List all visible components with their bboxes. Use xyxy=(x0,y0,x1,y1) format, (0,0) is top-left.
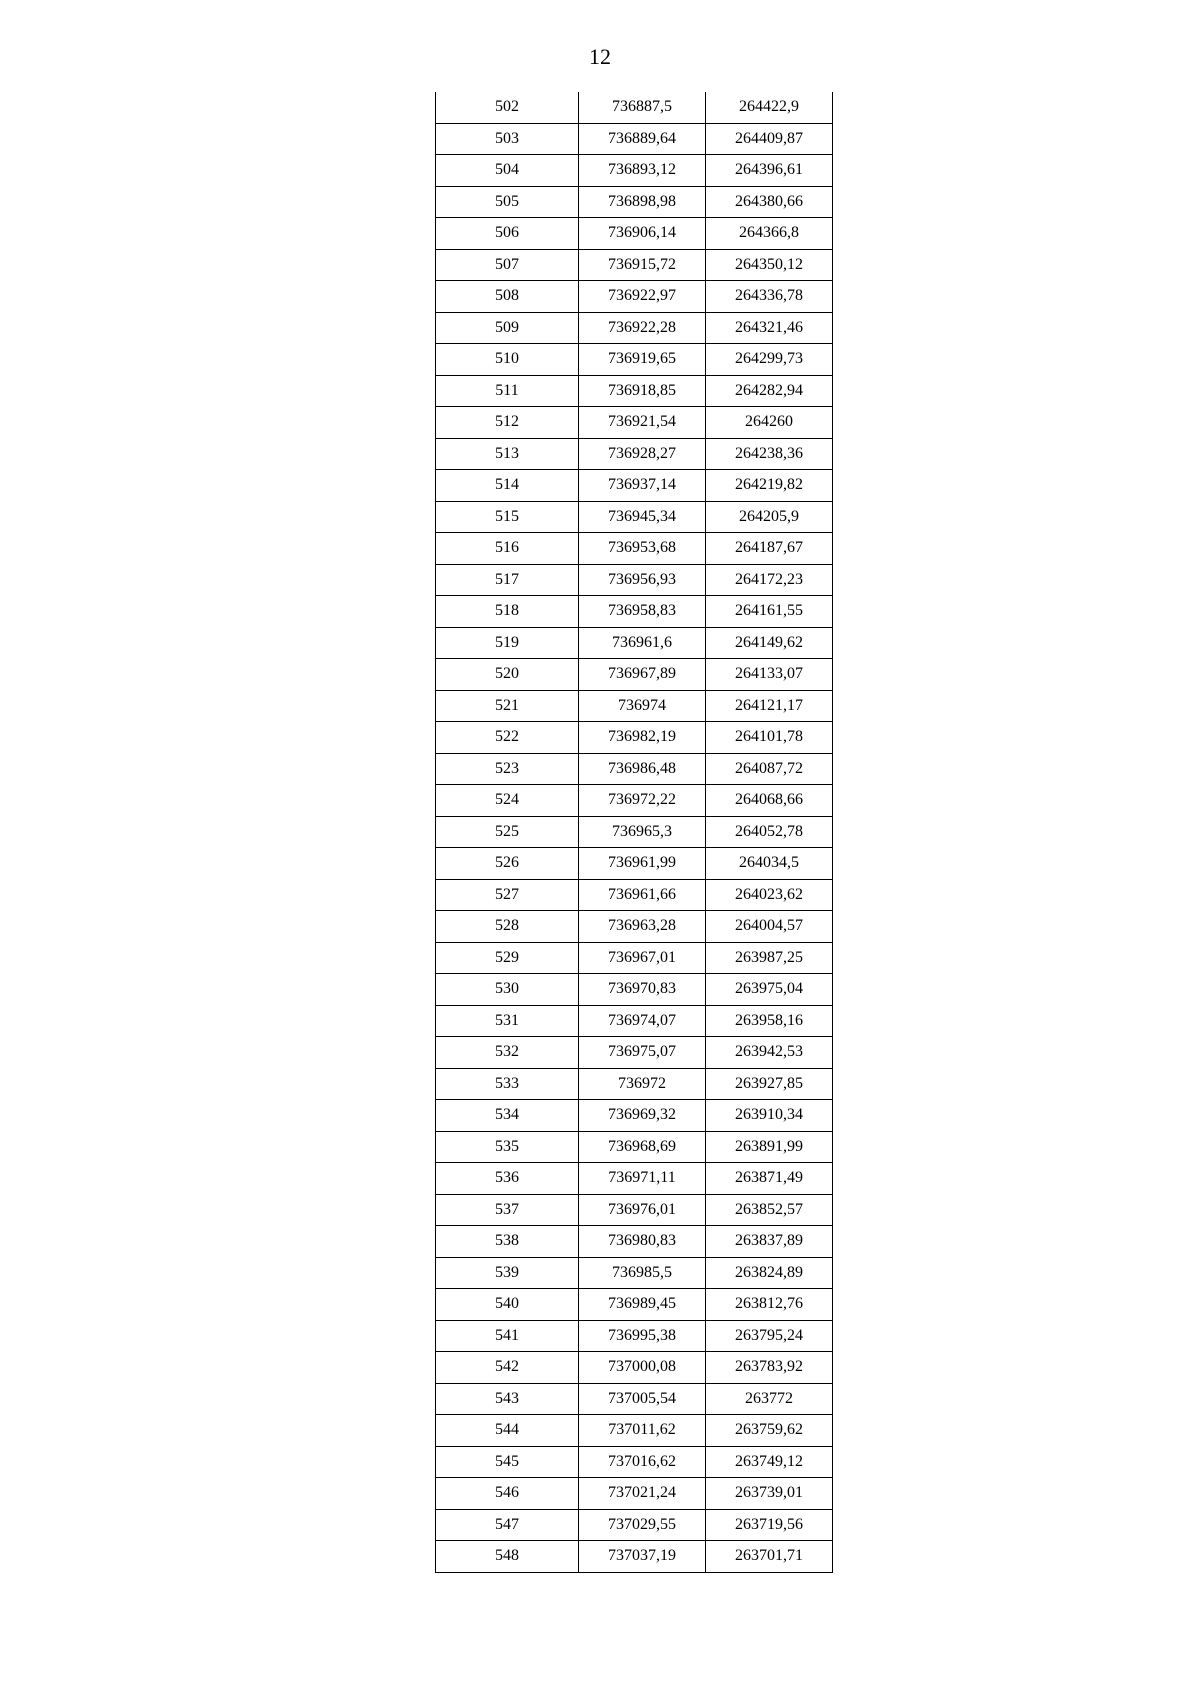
coordinates-table-body xyxy=(436,92,833,1572)
point-number-cell: 532 xyxy=(436,1037,579,1069)
x-coordinate-cell: 736965,3 xyxy=(579,816,706,848)
point-number-cell: 526 xyxy=(436,848,579,880)
table-row xyxy=(436,1509,833,1541)
y-coordinate-cell: 263719,56 xyxy=(706,1509,833,1541)
y-coordinate-cell: 264034,5 xyxy=(706,848,833,880)
table-row xyxy=(436,848,833,880)
point-number-cell: 545 xyxy=(436,1446,579,1478)
y-coordinate-cell: 264396,61 xyxy=(706,155,833,187)
point-number-cell: 534 xyxy=(436,1100,579,1132)
point-number-cell: 535 xyxy=(436,1131,579,1163)
y-coordinate-cell: 263759,62 xyxy=(706,1415,833,1447)
table-row xyxy=(436,344,833,376)
table-row xyxy=(436,722,833,754)
table-row xyxy=(436,1415,833,1447)
table-row xyxy=(436,470,833,502)
x-coordinate-cell: 736906,14 xyxy=(579,218,706,250)
table-row xyxy=(436,627,833,659)
y-coordinate-cell: 264004,57 xyxy=(706,911,833,943)
y-coordinate-cell: 263701,71 xyxy=(706,1541,833,1573)
table-row xyxy=(436,1478,833,1510)
y-coordinate-cell: 264205,9 xyxy=(706,501,833,533)
y-coordinate-cell: 264321,46 xyxy=(706,312,833,344)
table-row xyxy=(436,1446,833,1478)
y-coordinate-cell: 264336,78 xyxy=(706,281,833,313)
table-row xyxy=(436,1068,833,1100)
point-number-cell: 527 xyxy=(436,879,579,911)
point-number-cell: 546 xyxy=(436,1478,579,1510)
table-row xyxy=(436,753,833,785)
x-coordinate-cell: 736974,07 xyxy=(579,1005,706,1037)
point-number-cell: 512 xyxy=(436,407,579,439)
table-row xyxy=(436,974,833,1006)
table-row xyxy=(436,564,833,596)
point-number-cell: 540 xyxy=(436,1289,579,1321)
table-row xyxy=(436,375,833,407)
x-coordinate-cell: 736970,83 xyxy=(579,974,706,1006)
point-number-cell: 544 xyxy=(436,1415,579,1447)
table-row xyxy=(436,659,833,691)
point-number-cell: 518 xyxy=(436,596,579,628)
x-coordinate-cell: 736922,97 xyxy=(579,281,706,313)
x-coordinate-cell: 737016,62 xyxy=(579,1446,706,1478)
point-number-cell: 502 xyxy=(436,92,579,123)
x-coordinate-cell: 737021,24 xyxy=(579,1478,706,1510)
table-row xyxy=(436,1257,833,1289)
x-coordinate-cell: 736937,14 xyxy=(579,470,706,502)
point-number-cell: 539 xyxy=(436,1257,579,1289)
y-coordinate-cell: 263927,85 xyxy=(706,1068,833,1100)
x-coordinate-cell: 736995,38 xyxy=(579,1320,706,1352)
y-coordinate-cell: 263987,25 xyxy=(706,942,833,974)
point-number-cell: 517 xyxy=(436,564,579,596)
table-row xyxy=(436,1037,833,1069)
x-coordinate-cell: 736986,48 xyxy=(579,753,706,785)
table-row xyxy=(436,407,833,439)
point-number-cell: 507 xyxy=(436,249,579,281)
table-row xyxy=(436,438,833,470)
y-coordinate-cell: 264366,8 xyxy=(706,218,833,250)
y-coordinate-cell: 264068,66 xyxy=(706,785,833,817)
table-row xyxy=(436,942,833,974)
point-number-cell: 511 xyxy=(436,375,579,407)
table-row xyxy=(436,155,833,187)
x-coordinate-cell: 736919,65 xyxy=(579,344,706,376)
y-coordinate-cell: 264299,73 xyxy=(706,344,833,376)
y-coordinate-cell: 264187,67 xyxy=(706,533,833,565)
y-coordinate-cell: 264121,17 xyxy=(706,690,833,722)
table-row xyxy=(436,1383,833,1415)
table-row xyxy=(436,123,833,155)
point-number-cell: 509 xyxy=(436,312,579,344)
table-row xyxy=(436,1541,833,1573)
x-coordinate-cell: 737005,54 xyxy=(579,1383,706,1415)
table-row xyxy=(436,1131,833,1163)
y-coordinate-cell: 263942,53 xyxy=(706,1037,833,1069)
x-coordinate-cell: 737011,62 xyxy=(579,1415,706,1447)
x-coordinate-cell: 736918,85 xyxy=(579,375,706,407)
y-coordinate-cell: 264023,62 xyxy=(706,879,833,911)
point-number-cell: 508 xyxy=(436,281,579,313)
point-number-cell: 529 xyxy=(436,942,579,974)
table-row xyxy=(436,879,833,911)
x-coordinate-cell: 736968,69 xyxy=(579,1131,706,1163)
x-coordinate-cell: 736887,5 xyxy=(579,92,706,123)
point-number-cell: 519 xyxy=(436,627,579,659)
x-coordinate-cell: 736963,28 xyxy=(579,911,706,943)
point-number-cell: 522 xyxy=(436,722,579,754)
x-coordinate-cell: 736921,54 xyxy=(579,407,706,439)
x-coordinate-cell: 736967,01 xyxy=(579,942,706,974)
y-coordinate-cell: 263739,01 xyxy=(706,1478,833,1510)
x-coordinate-cell: 736976,01 xyxy=(579,1194,706,1226)
y-coordinate-cell: 264409,87 xyxy=(706,123,833,155)
point-number-cell: 523 xyxy=(436,753,579,785)
y-coordinate-cell: 264087,72 xyxy=(706,753,833,785)
y-coordinate-cell: 264350,12 xyxy=(706,249,833,281)
y-coordinate-cell: 263852,57 xyxy=(706,1194,833,1226)
y-coordinate-cell: 263958,16 xyxy=(706,1005,833,1037)
x-coordinate-cell: 736961,6 xyxy=(579,627,706,659)
point-number-cell: 541 xyxy=(436,1320,579,1352)
table-row xyxy=(436,816,833,848)
x-coordinate-cell: 736956,93 xyxy=(579,564,706,596)
table-row xyxy=(436,690,833,722)
point-number-cell: 514 xyxy=(436,470,579,502)
x-coordinate-cell: 736953,68 xyxy=(579,533,706,565)
table-row xyxy=(436,186,833,218)
point-number-cell: 503 xyxy=(436,123,579,155)
point-number-cell: 516 xyxy=(436,533,579,565)
y-coordinate-cell: 263795,24 xyxy=(706,1320,833,1352)
y-coordinate-cell: 263824,89 xyxy=(706,1257,833,1289)
point-number-cell: 515 xyxy=(436,501,579,533)
x-coordinate-cell: 736961,66 xyxy=(579,879,706,911)
x-coordinate-cell: 736971,11 xyxy=(579,1163,706,1195)
point-number-cell: 537 xyxy=(436,1194,579,1226)
x-coordinate-cell: 736928,27 xyxy=(579,438,706,470)
table-row xyxy=(436,1194,833,1226)
point-number-cell: 525 xyxy=(436,816,579,848)
point-number-cell: 531 xyxy=(436,1005,579,1037)
point-number-cell: 536 xyxy=(436,1163,579,1195)
table-row xyxy=(436,92,833,123)
x-coordinate-cell: 736972,22 xyxy=(579,785,706,817)
page-number: 12 xyxy=(589,44,611,69)
x-coordinate-cell: 736972 xyxy=(579,1068,706,1100)
y-coordinate-cell: 264260 xyxy=(706,407,833,439)
point-number-cell: 530 xyxy=(436,974,579,1006)
y-coordinate-cell: 263772 xyxy=(706,1383,833,1415)
y-coordinate-cell: 264380,66 xyxy=(706,186,833,218)
x-coordinate-cell: 736945,34 xyxy=(579,501,706,533)
x-coordinate-cell: 736975,07 xyxy=(579,1037,706,1069)
point-number-cell: 543 xyxy=(436,1383,579,1415)
point-number-cell: 513 xyxy=(436,438,579,470)
x-coordinate-cell: 737029,55 xyxy=(579,1509,706,1541)
table-row xyxy=(436,785,833,817)
x-coordinate-cell: 736893,12 xyxy=(579,155,706,187)
x-coordinate-cell: 736969,32 xyxy=(579,1100,706,1132)
table-row xyxy=(436,249,833,281)
y-coordinate-cell: 264101,78 xyxy=(706,722,833,754)
x-coordinate-cell: 736889,64 xyxy=(579,123,706,155)
x-coordinate-cell: 736982,19 xyxy=(579,722,706,754)
table-row xyxy=(436,1100,833,1132)
y-coordinate-cell: 263812,76 xyxy=(706,1289,833,1321)
y-coordinate-cell: 264422,9 xyxy=(706,92,833,123)
table-row xyxy=(436,1352,833,1384)
table-row xyxy=(436,533,833,565)
table-row xyxy=(436,1163,833,1195)
x-coordinate-cell: 737000,08 xyxy=(579,1352,706,1384)
y-coordinate-cell: 263837,89 xyxy=(706,1226,833,1258)
table-row xyxy=(436,312,833,344)
table-row xyxy=(436,1320,833,1352)
x-coordinate-cell: 736974 xyxy=(579,690,706,722)
y-coordinate-cell: 263749,12 xyxy=(706,1446,833,1478)
point-number-cell: 533 xyxy=(436,1068,579,1100)
y-coordinate-cell: 264172,23 xyxy=(706,564,833,596)
y-coordinate-cell: 263975,04 xyxy=(706,974,833,1006)
table-row xyxy=(436,218,833,250)
table-row xyxy=(436,281,833,313)
y-coordinate-cell: 264149,62 xyxy=(706,627,833,659)
y-coordinate-cell: 264161,55 xyxy=(706,596,833,628)
x-coordinate-cell: 736980,83 xyxy=(579,1226,706,1258)
y-coordinate-cell: 264282,94 xyxy=(706,375,833,407)
x-coordinate-cell: 736967,89 xyxy=(579,659,706,691)
y-coordinate-cell: 263891,99 xyxy=(706,1131,833,1163)
y-coordinate-cell: 264219,82 xyxy=(706,470,833,502)
y-coordinate-cell: 263871,49 xyxy=(706,1163,833,1195)
table-row xyxy=(436,1289,833,1321)
y-coordinate-cell: 264238,36 xyxy=(706,438,833,470)
x-coordinate-cell: 736915,72 xyxy=(579,249,706,281)
coordinates-table xyxy=(435,92,833,1573)
point-number-cell: 547 xyxy=(436,1509,579,1541)
table-row xyxy=(436,596,833,628)
point-number-cell: 506 xyxy=(436,218,579,250)
x-coordinate-cell: 737037,19 xyxy=(579,1541,706,1573)
x-coordinate-cell: 736898,98 xyxy=(579,186,706,218)
x-coordinate-cell: 736985,5 xyxy=(579,1257,706,1289)
point-number-cell: 510 xyxy=(436,344,579,376)
point-number-cell: 524 xyxy=(436,785,579,817)
x-coordinate-cell: 736958,83 xyxy=(579,596,706,628)
x-coordinate-cell: 736989,45 xyxy=(579,1289,706,1321)
table-row xyxy=(436,1226,833,1258)
point-number-cell: 521 xyxy=(436,690,579,722)
y-coordinate-cell: 263783,92 xyxy=(706,1352,833,1384)
point-number-cell: 548 xyxy=(436,1541,579,1573)
x-coordinate-cell: 736922,28 xyxy=(579,312,706,344)
y-coordinate-cell: 264052,78 xyxy=(706,816,833,848)
point-number-cell: 528 xyxy=(436,911,579,943)
table-row xyxy=(436,911,833,943)
table-row xyxy=(436,1005,833,1037)
point-number-cell: 505 xyxy=(436,186,579,218)
point-number-cell: 538 xyxy=(436,1226,579,1258)
y-coordinate-cell: 264133,07 xyxy=(706,659,833,691)
y-coordinate-cell: 263910,34 xyxy=(706,1100,833,1132)
point-number-cell: 520 xyxy=(436,659,579,691)
point-number-cell: 542 xyxy=(436,1352,579,1384)
table-row xyxy=(436,501,833,533)
x-coordinate-cell: 736961,99 xyxy=(579,848,706,880)
point-number-cell: 504 xyxy=(436,155,579,187)
